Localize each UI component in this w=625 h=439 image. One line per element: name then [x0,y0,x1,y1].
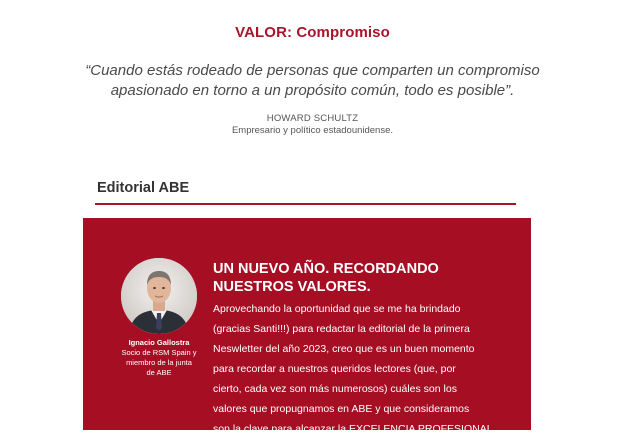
author-role-line: Socio de RSM Spain y [121,348,197,357]
quote-author-role: Empresario y político estadounidense. [231,125,394,136]
quote-author-name: HOWARD SCHULTZ [266,113,359,124]
editorial-headline [213,260,513,296]
body-line: valores que propugnamos en ABE y que consideramos [213,403,470,415]
headline-line: NUESTROS VALORES. [213,279,371,295]
section-title: Editorial ABE [97,180,190,196]
section-divider [95,203,516,205]
author-role [101,348,217,378]
author-name: Ignacio Gallostra [128,338,190,347]
author-avatar [121,258,197,334]
editorial-body [213,299,515,439]
headline-line: UN NUEVO AÑO. RECORDANDO [213,261,439,277]
quote-line: apasionado en torno a un propósito común, todo es posible”. [110,82,515,99]
author-role-line: miembro de la junta [126,358,192,367]
body-line: cierto, cada vez son más numerosos) cuáles son los [213,383,457,395]
value-title: VALOR: Compromiso [235,24,390,41]
author-role-line: de ABE [146,368,172,377]
quote-line: “Cuando estás rodeado de personas que comparten un compromiso [85,62,540,79]
body-line: Aprovechando la oportunidad que se me ha brindado [213,303,461,315]
body-line: para recordar a nuestros queridos lectores (que, por [213,363,456,375]
body-line: Neswletter del año 2023, creo que es un buen momento [213,343,475,355]
body-line: (gracias Santi!!!) para redactar la editorial de la primera [213,323,470,335]
author-portrait [121,258,197,334]
body-line: son la clave para alcanzar la EXCELENCIA PROFESIONAL [213,423,493,435]
quote [80,61,545,101]
editorial-card [83,218,531,435]
